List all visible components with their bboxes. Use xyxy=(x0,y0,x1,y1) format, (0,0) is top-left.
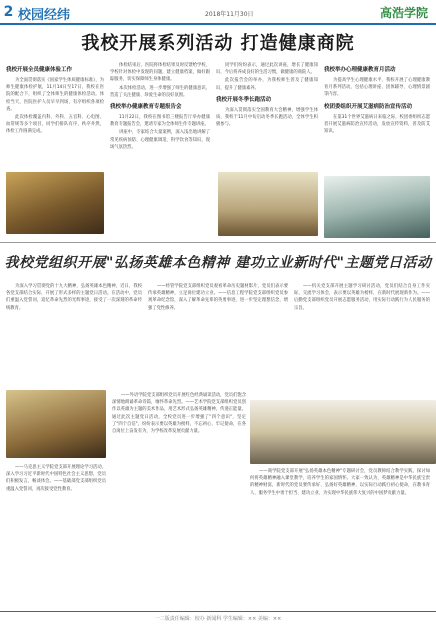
paragraph: ——机关党支部开展主题学习研讨活动，党员们结合自身工作实际，交流学习体会，表示要以英雄为榜样，在新时代展现新作为。——后勤党支部组织党员开展志愿服务活动，用实际行动践行为人民服务的宗旨。 xyxy=(294,284,430,311)
news-photo xyxy=(250,400,436,464)
headline-2: 我校党组织开展"弘扬英雄本色精神 建功立业新时代"主题党日活动 xyxy=(4,255,432,271)
article2-block xyxy=(6,283,142,383)
header-rule xyxy=(0,23,436,25)
article2-block xyxy=(112,392,246,602)
paragraph: 此次体检覆盖内科、外科、五官科、心电图、血常规等多个项目，同学们排队有序、秩序井然，体检工作圆满完成。 xyxy=(6,115,104,135)
paragraph: ——经管学院党支部组织党员观看革命历史题材影片，党员们表示要传承英雄精神，立足岗位建功立业。——信息工程学院党支部组织党员参观革命纪念馆，深入了解革命先辈的英勇事迹，进一步坚定理想信念，增强了党性修养。 xyxy=(148,284,288,311)
article2-block xyxy=(250,468,430,604)
paragraph: 讲座中，专家结合大量案例，深入浅出地讲解了常见疾病预防、心理健康调适、科学饮食等知识，现场气氛热烈。 xyxy=(110,130,210,150)
news-photo xyxy=(324,176,430,238)
paper-name: 高浩学院 xyxy=(379,6,428,20)
article1-col2 xyxy=(110,62,210,237)
page-number: 2 xyxy=(0,3,17,21)
subheading: 我校举办心理健康教育月活动 xyxy=(324,67,396,73)
subheading: 我校开展冬季长跑活动 xyxy=(216,96,272,103)
section-divider xyxy=(0,242,436,243)
article2-block xyxy=(6,464,106,604)
subheading: 我校举办健康教育专题报告会 xyxy=(110,104,182,111)
paragraph: ——马克思主义学院党支部开展理论学习活动，深入学习习近平新时代中国特色社会主义思想，党员们积极发言，畅谈体会。——基础部党支部组织党员重温入党誓词，再次接受党性教育。 xyxy=(6,465,106,492)
footer-rule xyxy=(0,611,436,612)
headline-1: 我校开展系列活动 打造健康商院 xyxy=(81,33,355,54)
subheading: 我校开展全员健康体验工作 xyxy=(6,67,73,73)
paragraph: ——外语学院党支部组织党员开展红色经典诵读活动，党员们饱含深情地朗诵革命诗篇，缅怀革命先烈。——艺术学院党支部组织党员创作以英雄为主题的美术作品，用艺术形式弘扬英雄精神，传递正能量。通过此次主题党日活动，全校党员进一步增强了"四个意识"，坚定了"四个自信"，纷纷表示要以英雄为榜样，不忘初心、牢记使命，在各自岗位上奋发有为，为学校改革发展贡献力量。 xyxy=(112,393,246,435)
paragraph: 为全面贯彻落实《国家学生体质健康标准》，为师生健康体检护航，11月14日至17日，我校在医院的配合下，组织了全体师生的健康体检活动。体检当天，医院医护人员早早到场，有序组织各项检查。 xyxy=(6,78,104,112)
subheading: 校团委组织开展艾滋病防治宣传活动 xyxy=(324,103,413,110)
paragraph: 为深入贯彻落实全国教育大会精神，增强学生体质，我校于11月中旬启动冬季长跑活动，全体学生积极参与。 xyxy=(216,107,318,128)
paragraph: 为深入学习贯彻党的十九大精神，弘扬英雄本色精神，近日，我校各党支部结合实际，开展了形式多样的主题党日活动。在活动中，党员们重温入党誓词，追忆革命先烈的光辉事迹，接受了一次深刻的革命传统教育。 xyxy=(6,284,142,311)
footer-credits: 一二版责任编辑：校办 新闻科 学生编辑：×× 美编：×× xyxy=(154,616,282,622)
article2-block xyxy=(294,283,430,395)
news-photo xyxy=(218,172,318,236)
paragraph: 同学们纷纷表示，通过此次讲座，增长了健康知识，今后将养成良好的生活习惯，做健康的商院人。 xyxy=(216,63,318,76)
paragraph: 在第31个世界艾滋病日来临之际，校团委组织志愿者开展艾滋病防治宣传活动，发放宣传资料，普及防艾知识。 xyxy=(324,114,430,135)
article2-block xyxy=(148,283,288,395)
news-photo xyxy=(6,390,106,458)
paragraph: 11月22日，我校在图书馆三楼报告厅举办健康教育专题报告会，邀请专家为全体师生作专题讲座。 xyxy=(110,115,210,128)
section-title: 校园经纬 xyxy=(18,8,71,23)
paragraph: 此次报告会的举办，为我校师生普及了健康知识，提升了健康素养。 xyxy=(216,78,318,91)
paragraph: 体检结束后，医院将体检结果及时反馈给学校，学校针对体检中发现的问题，建立健康档案，做好跟踪服务，切实保障师生身体健康。 xyxy=(110,63,210,83)
paragraph: ——商学院党支部开展"弘扬英雄本色精神"专题研讨会，党员教师结合教学实践，探讨如何将英雄精神融入课堂教学，培养学生的家国情怀。大家一致认为，英雄精神是中华民族宝贵的精神财富，新时代的党员要传承好、弘扬好英雄精神，以实际行动践行初心使命，在教书育人、服务学生中勇于担当、建功立业，为实现中华民族伟大复兴的中国梦贡献力量。 xyxy=(250,469,430,496)
paragraph: 为提高学生心理健康水平，我校开展了心理健康教育月系列活动，包括心理讲座、团体辅导、心理情景剧等内容。 xyxy=(324,78,430,98)
paragraph: 本次体检活动，进一步增强了师生的健康意识，营造了关注健康、珍爱生命的良好氛围。 xyxy=(110,85,210,98)
page-header xyxy=(0,0,436,24)
news-photo xyxy=(6,172,104,234)
issue-date: 2018年11月30日 xyxy=(205,11,254,18)
